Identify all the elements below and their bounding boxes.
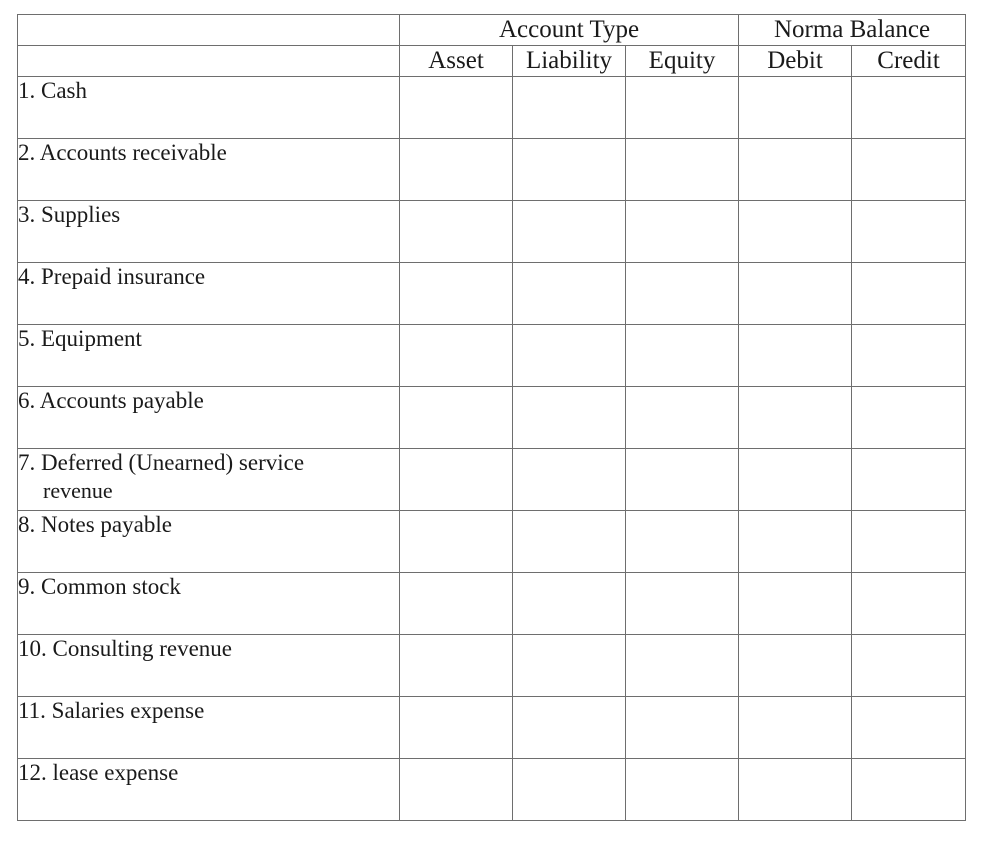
account-name: 8. Notes payable (18, 511, 400, 573)
liability-cell[interactable] (513, 387, 626, 449)
asset-column-header: Asset (400, 46, 513, 77)
table-row (18, 201, 966, 263)
equity-cell[interactable] (626, 759, 739, 821)
asset-cell[interactable] (400, 759, 513, 821)
table-row (18, 387, 966, 449)
asset-cell[interactable] (400, 77, 513, 139)
account-classification-table (17, 14, 966, 821)
debit-cell[interactable] (739, 263, 852, 325)
credit-cell[interactable] (852, 511, 966, 573)
account-name: 2. Accounts receivable (18, 139, 400, 201)
credit-cell[interactable] (852, 697, 966, 759)
liability-cell[interactable] (513, 325, 626, 387)
asset-cell[interactable] (400, 387, 513, 449)
account-name: 10. Consulting revenue (18, 635, 400, 697)
header-row-columns (18, 46, 966, 77)
table-row (18, 635, 966, 697)
equity-cell[interactable] (626, 387, 739, 449)
liability-column-header: Liability (513, 46, 626, 77)
credit-cell[interactable] (852, 325, 966, 387)
liability-cell[interactable] (513, 139, 626, 201)
liability-cell[interactable] (513, 573, 626, 635)
account-name (18, 449, 400, 511)
debit-cell[interactable] (739, 387, 852, 449)
liability-cell[interactable] (513, 263, 626, 325)
table-row (18, 325, 966, 387)
blank-header-cell (18, 15, 400, 46)
table-row (18, 77, 966, 139)
equity-cell[interactable] (626, 201, 739, 263)
table-row (18, 697, 966, 759)
credit-cell[interactable] (852, 449, 966, 511)
asset-cell[interactable] (400, 697, 513, 759)
asset-cell[interactable] (400, 511, 513, 573)
equity-cell[interactable] (626, 573, 739, 635)
account-name-line1: 7. Deferred (Unearned) service (18, 450, 305, 475)
account-name: 3. Supplies (18, 201, 400, 263)
equity-cell[interactable] (626, 511, 739, 573)
table-row (18, 573, 966, 635)
equity-cell[interactable] (626, 77, 739, 139)
credit-cell[interactable] (852, 635, 966, 697)
blank-subheader-cell (18, 46, 400, 77)
liability-cell[interactable] (513, 201, 626, 263)
debit-cell[interactable] (739, 697, 852, 759)
credit-cell[interactable] (852, 139, 966, 201)
asset-cell[interactable] (400, 139, 513, 201)
credit-cell[interactable] (852, 77, 966, 139)
normal-balance-header: Norma Balance (739, 15, 966, 46)
liability-cell[interactable] (513, 77, 626, 139)
debit-cell[interactable] (739, 139, 852, 201)
header-row-groups (18, 15, 966, 46)
liability-cell[interactable] (513, 759, 626, 821)
equity-column-header: Equity (626, 46, 739, 77)
debit-cell[interactable] (739, 201, 852, 263)
debit-cell[interactable] (739, 759, 852, 821)
equity-cell[interactable] (626, 325, 739, 387)
credit-cell[interactable] (852, 201, 966, 263)
debit-cell[interactable] (739, 325, 852, 387)
account-name: 5. Equipment (18, 325, 400, 387)
debit-cell[interactable] (739, 449, 852, 511)
debit-cell[interactable] (739, 573, 852, 635)
asset-cell[interactable] (400, 573, 513, 635)
liability-cell[interactable] (513, 449, 626, 511)
equity-cell[interactable] (626, 449, 739, 511)
credit-cell[interactable] (852, 573, 966, 635)
asset-cell[interactable] (400, 201, 513, 263)
asset-cell[interactable] (400, 263, 513, 325)
credit-column-header: Credit (852, 46, 966, 77)
liability-cell[interactable] (513, 511, 626, 573)
asset-cell[interactable] (400, 635, 513, 697)
table-row (18, 139, 966, 201)
debit-cell[interactable] (739, 511, 852, 573)
debit-column-header: Debit (739, 46, 852, 77)
table-row (18, 449, 966, 511)
account-name: 12. lease expense (18, 759, 400, 821)
account-name: 9. Common stock (18, 573, 400, 635)
equity-cell[interactable] (626, 263, 739, 325)
table-row (18, 511, 966, 573)
asset-cell[interactable] (400, 325, 513, 387)
credit-cell[interactable] (852, 759, 966, 821)
equity-cell[interactable] (626, 139, 739, 201)
account-name: 11. Salaries expense (18, 697, 400, 759)
credit-cell[interactable] (852, 263, 966, 325)
equity-cell[interactable] (626, 635, 739, 697)
account-name: 6. Accounts payable (18, 387, 400, 449)
account-name-line2: revenue (43, 478, 113, 503)
equity-cell[interactable] (626, 697, 739, 759)
table-row (18, 759, 966, 821)
asset-cell[interactable] (400, 449, 513, 511)
account-name: 4. Prepaid insurance (18, 263, 400, 325)
account-type-header: Account Type (400, 15, 739, 46)
liability-cell[interactable] (513, 635, 626, 697)
credit-cell[interactable] (852, 387, 966, 449)
liability-cell[interactable] (513, 697, 626, 759)
account-name: 1. Cash (18, 77, 400, 139)
debit-cell[interactable] (739, 635, 852, 697)
debit-cell[interactable] (739, 77, 852, 139)
table-row (18, 263, 966, 325)
